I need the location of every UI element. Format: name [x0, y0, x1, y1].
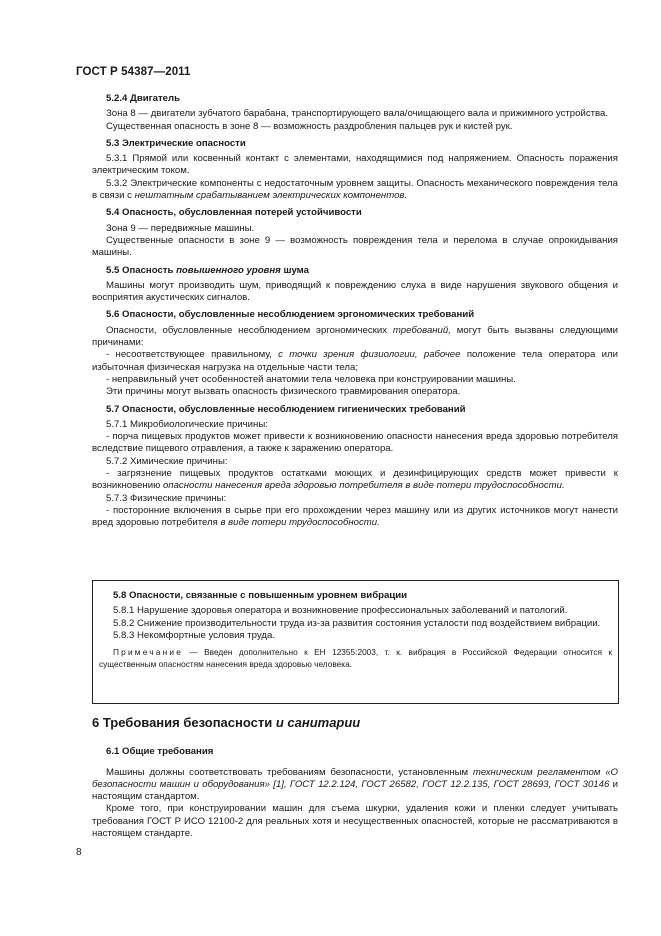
paragraph: Машины могут производить шум, приводящий к повреждению слуха в виде нарушения звукового общения и восприятия акустических сигналов. — [92, 279, 618, 304]
paragraph: Кроме того, при конструировании машин для съема шкурки, удаления кожи и пленки следует учитывать требования ГОСТ Р ИСО 12100-2 для реальных хотя и несущественных опасностей, которые не рассматриваются в настоящем стандарте. — [92, 803, 618, 840]
page-number: 8 — [76, 847, 82, 858]
list-item: - порча пищевых продуктов может привести к возникновению опасности нанесения вреда здоровью потребителя вследствие пищевого отравления, а также к заражению оператора. — [92, 431, 618, 455]
paragraph: 5.7.3 Физические причины: — [106, 492, 227, 504]
list-item: - неправильный учет особенностей анатомии тела человека при конструировании машины. — [106, 373, 516, 385]
standard-header: ГОСТ Р 54387—2011 — [76, 66, 191, 78]
list-item: - несоответствующее правильному, с точки зрения физиологии, рабочее положение тела оператора или избыточная физическая нагрузка на отдельные части тела; — [92, 349, 618, 373]
paragraph: Эти причины могут вызвать опасность физического травмирования оператора. — [106, 386, 461, 398]
paragraph: 5.8.3 Некомфортные условия труда. — [113, 629, 275, 641]
section-5-6-title: 5.6 Опасности, обусловленные несоблюдением эргономических требований — [106, 309, 475, 321]
paragraph: 5.7.2 Химические причины: — [106, 455, 228, 467]
paragraph: 5.8.1 Нарушение здоровья оператора и возникновение профессиональных заболеваний и патологий. — [113, 605, 568, 617]
list-item: - загрязнение пищевых продуктов остатками моющих и дезинфицирующих средств может привести к возникновению опасности нанесения вреда здоровью потребителя в виде потери трудоспособности. — [92, 468, 618, 492]
paragraph: 5.8.2 Снижение производительности труда из-за развития состояния усталости под воздействием вибрации. — [113, 617, 601, 629]
section-5-8-frame — [92, 580, 619, 704]
paragraph: Существенные опасности в зоне 9 — возможность повреждения тела и перелома в случае опрокидывания машины. — [92, 234, 618, 259]
note-label: Примечание — [113, 647, 184, 658]
section-6-title: 6 Требования безопасности и санитарии — [92, 715, 361, 730]
paragraph: Опасности, обусловленные несоблюдением эргономических требований, могут быть вызваны следующими причинами: — [92, 324, 618, 349]
section-5-8-title: 5.8 Опасности, связанные с повышенным уровнем вибрации — [113, 590, 408, 601]
section-5-5-title: 5.5 Опасность повышенного уровня шума — [106, 264, 309, 276]
section-6 — [92, 717, 618, 840]
main-content — [92, 93, 618, 530]
section-5-3-title: 5.3 Электрические опасности — [106, 137, 246, 149]
section-6-1-title: 6.1 Общие требования — [106, 746, 214, 758]
paragraph: Существенная опасность в зоне 8 — возможность раздробления пальцев рук и кистей рук. — [106, 120, 513, 132]
paragraph: Зона 9 — передвижные машины. — [106, 222, 255, 234]
paragraph: 5.3.1 Прямой или косвенный контакт с элементами, находящимися под напряжением. Опасность поражения электрическим током. — [92, 153, 618, 177]
paragraph: 5.3.2 Электрические компоненты с недостаточным уровнем защиты. Опасность механического повреждения тела в связи с нештатным срабатыванием электрических компонентов. — [92, 177, 618, 202]
section-5-4-title: 5.4 Опасность, обусловленная потерей устойчивости — [106, 207, 362, 219]
section-5-7-title: 5.7 Опасности, обусловленные несоблюдением гигиенических требований — [106, 403, 466, 415]
paragraph: Машины должны соответствовать требованиям безопасности, установленным техническим регламентом «О безопасности машин и оборудования» [1], ГОСТ 12.2.124, ГОСТ 26582, ГОСТ 12.2.135, ГОСТ 28693, ГОСТ 30146 и настоящим стандартом. — [92, 766, 618, 803]
paragraph: Зона 8 — двигатели зубчатого барабана, транспортирующего вала/очищающего вала и прижимного устройства. — [106, 108, 609, 120]
list-item: - посторонние включения в сырье при его прохождении через машину или из других источников могут нанести вред здоровью потребителя в виде потери трудоспособности. — [92, 504, 618, 529]
section-5-2-4-title: 5.2.4 Двигатель — [106, 93, 180, 104]
paragraph: 5.7.1 Микробиологические причины: — [106, 418, 268, 430]
note: Примечание — Введен дополнительно к ЕН 12355:2003, т. к. вибрация в Российской Федерации относится к существенным опасностям нанесения вреда здоровью человека. — [99, 647, 612, 669]
